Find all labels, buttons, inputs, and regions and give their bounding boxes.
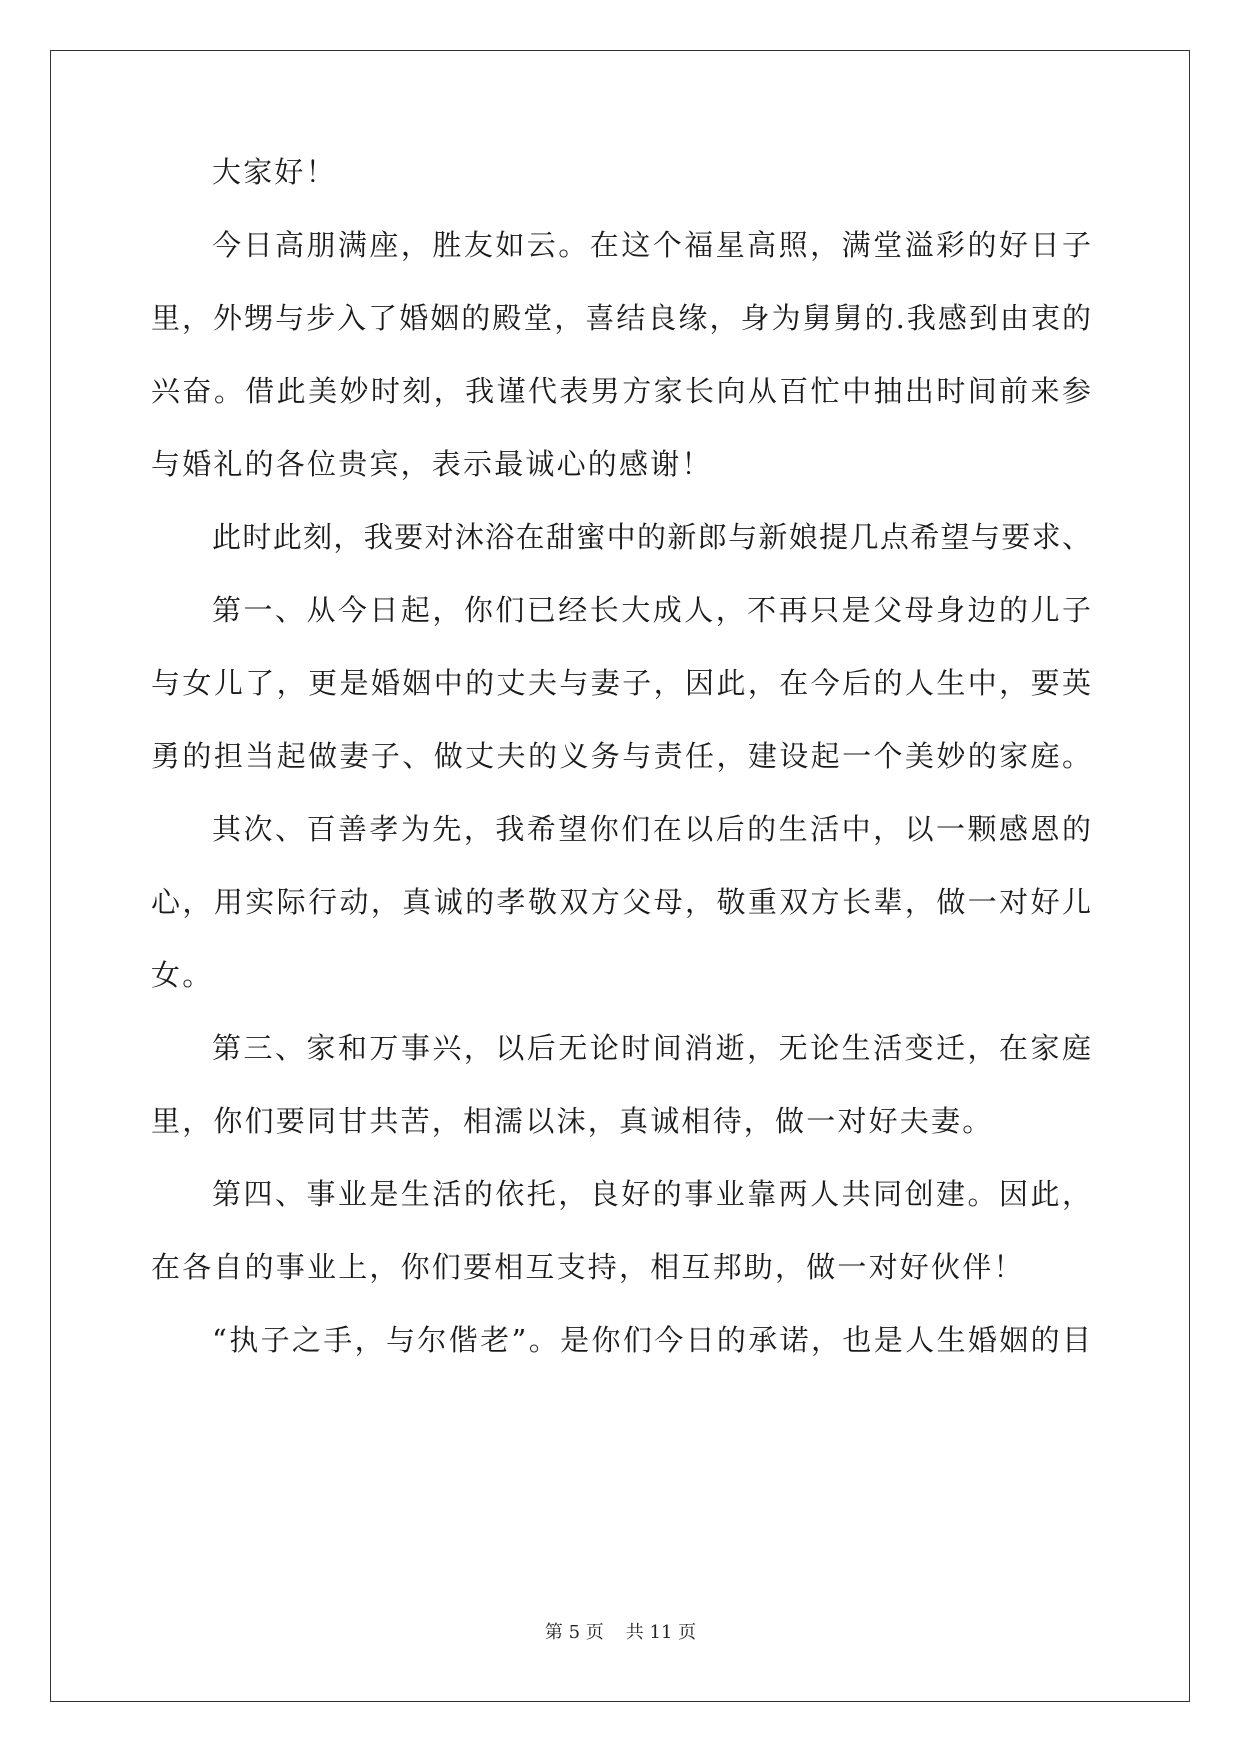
text-line: 女。 (151, 958, 214, 992)
text-line: 在各自的事业上，你们要相互支持，相互邦助，做一对好伙伴！ (151, 1250, 1025, 1284)
text-line: 心，用实际行动，真诚的孝敬双方父母，敬重双方长辈，做一对好儿 (151, 885, 1091, 919)
page-footer (0, 1618, 1241, 1644)
page-number: 第 5 页 (544, 1622, 604, 1643)
text-line: 大家好！ (212, 155, 337, 189)
text-line: 兴奋。借此美妙时刻，我谨代表男方家长向从百忙中抽出时间前来参 (151, 374, 1091, 408)
text-line: 今日高朋满座，胜友如云。在这个福星高照，满堂溢彩的好日子 (212, 228, 1091, 262)
text-line: 第一、从今日起，你们已经长大成人，不再只是父母身边的儿子 (212, 593, 1091, 627)
text-line: 第四、事业是生活的依托，良好的事业靠两人共同创建。因此， (212, 1177, 1091, 1211)
text-line: 勇的担当起做妻子、做丈夫的义务与责任，建设起一个美妙的家庭。 (151, 739, 1091, 773)
text-line: 与婚礼的各位贵宾，表示最诚心的感谢！ (151, 447, 713, 481)
text-line: 与女儿了，更是婚姻中的丈夫与妻子，因此，在今后的人生中，要英 (151, 666, 1091, 700)
text-line: 里，你们要同甘共苦，相濡以沫，真诚相待，做一对好夫妻。 (151, 1104, 994, 1138)
text-line: 其次、百善孝为先，我希望你们在以后的生活中，以一颗感恩的 (212, 812, 1091, 846)
text-line: 此时此刻，我要对沐浴在甜蜜中的新郎与新娘提几点希望与要求、 (212, 520, 1091, 554)
text-line: 第三、家和万事兴，以后无论时间消逝，无论生活变迁，在家庭 (212, 1031, 1091, 1065)
page-total: 共 11 页 (625, 1622, 697, 1643)
text-line: “执子之手，与尔偕老”。是你们今日的承诺，也是人生婚姻的目 (212, 1323, 1091, 1357)
text-line: 里，外甥与步入了婚姻的殿堂，喜结良缘，身为舅舅的.我感到由衷的 (151, 301, 1091, 335)
